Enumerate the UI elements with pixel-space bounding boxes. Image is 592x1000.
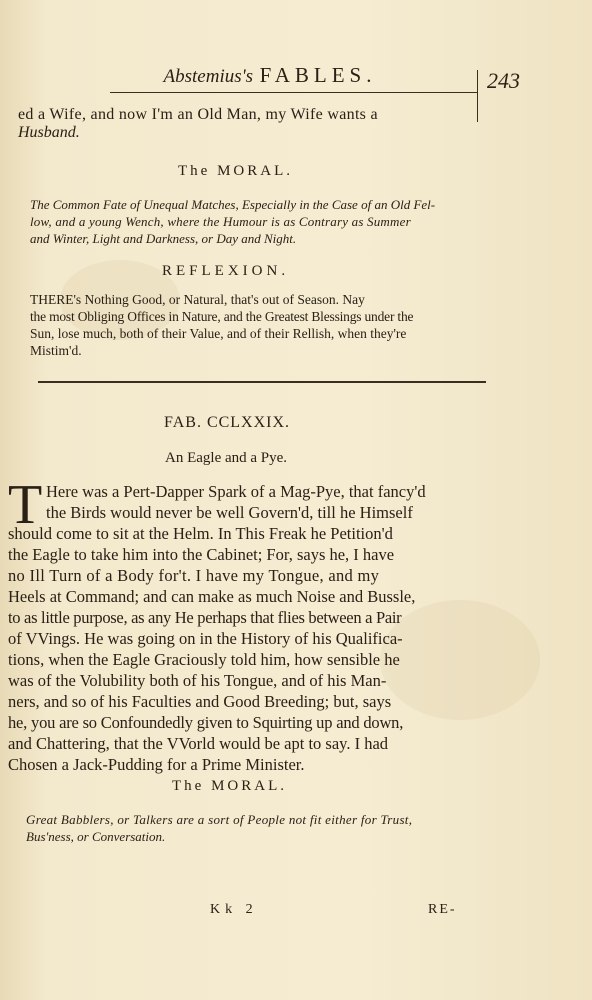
reflexion-heading: REFLEXION. xyxy=(162,263,290,279)
paper-stain xyxy=(380,600,540,720)
fable-line: Heels at Command; and can make as much Noise and Bussle, xyxy=(8,587,416,606)
moral-line: The Common Fate of Unequal Matches, Especially in the Case of an Old Fel- xyxy=(30,197,436,212)
reflexion-line: Sun, lose much, both of their Value, and of their Rellish, when they're xyxy=(30,326,407,341)
fable-line: was of the Volubility both of his Tongue, and of his Man- xyxy=(8,671,387,690)
moral-line: low, and a young Wench, where the Humour is as Contrary as Summer xyxy=(30,214,411,229)
page-number: 243 xyxy=(487,68,520,93)
fable-number: FAB. CCLXXIX. xyxy=(164,414,291,431)
running-head-title: FABLES. xyxy=(259,63,377,87)
fable-line: no Ill Turn of a Body for't. I have my Tongue, and my xyxy=(8,566,380,585)
moral-line: and Winter, Light and Darkness, or Day and Night. xyxy=(30,231,297,246)
catchword: RE- xyxy=(428,902,457,917)
drop-cap: T xyxy=(8,474,43,536)
header-rule xyxy=(110,92,478,93)
fable-line: to as little purpose, as any He perhaps that flies between a Pair xyxy=(8,608,402,627)
fable-line: of VVings. He was going on in the History of his Qualifica- xyxy=(8,629,403,648)
moral-heading: The MORAL. xyxy=(172,778,287,794)
text-line: ed a Wife, and now I'm an Old Man, my Wife wants a xyxy=(18,106,378,123)
reflexion-line: Mistim'd. xyxy=(30,343,82,358)
signature-mark: Kk 2 xyxy=(210,902,258,917)
header-vertical-rule xyxy=(477,70,478,122)
fable-line: the Birds would never be well Govern'd, till he Himself xyxy=(46,503,413,522)
fable-line: Chosen a Jack-Pudding for a Prime Minister. xyxy=(8,755,305,774)
section-divider xyxy=(38,381,486,383)
fable-line: he, you are so Confoundedly given to Squirting up and down, xyxy=(8,713,404,732)
running-head xyxy=(120,62,420,88)
moral-line: Bus'ness, or Conversation. xyxy=(26,829,166,844)
moral-heading: The MORAL. xyxy=(178,163,293,179)
reflexion-line: the most Obliging Offices in Nature, and the Greatest Blessings under the xyxy=(30,309,414,324)
fable-line: and Chattering, that the VVorld would be apt to say. I had xyxy=(8,734,389,753)
fable-line: ners, and so of his Faculties and Good Breeding; but, says xyxy=(8,692,392,711)
fable-line: should come to sit at the Helm. In This Freak he Petition'd xyxy=(8,524,393,543)
moral-line: Great Babblers, or Talkers are a sort of People not fit either for Trust, xyxy=(26,812,413,827)
fable-title: An Eagle and a Pye. xyxy=(165,450,288,466)
fable-line: Here was a Pert-Dapper Spark of a Mag-Pye, that fancy'd xyxy=(46,482,426,501)
text-line: Husband. xyxy=(18,124,80,141)
fable-line: the Eagle to take him into the Cabinet; For, says he, I have xyxy=(8,545,395,564)
running-head-author: Abstemius's xyxy=(163,66,254,87)
reflexion-line: THERE's Nothing Good, or Natural, that's out of Season. Nay xyxy=(30,292,365,307)
fable-line: tions, when the Eagle Graciously told him, how sensible he xyxy=(8,650,400,669)
